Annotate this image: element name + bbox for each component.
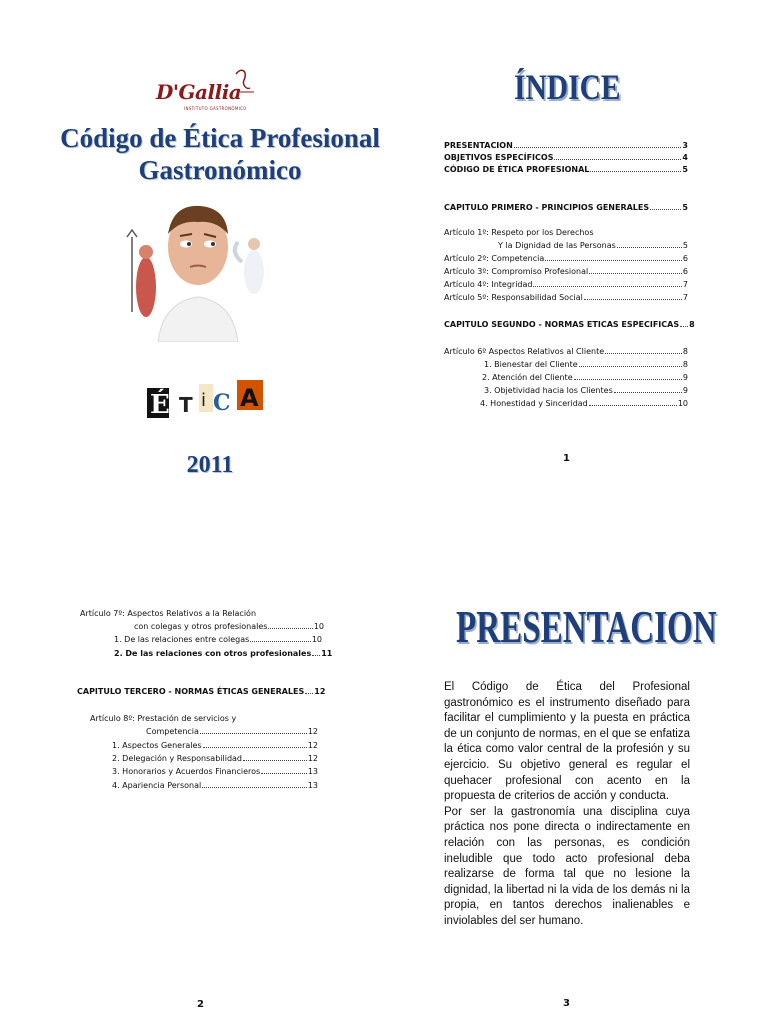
institute-logo (150, 62, 260, 122)
cover-title-line1: Código de Ética Profesional (60, 123, 380, 153)
page-number: 3 (563, 998, 570, 1009)
presentation-body (444, 680, 690, 930)
toc-entry: 2. Delegación y Responsabilidad 12 (112, 754, 318, 763)
toc-entry: Artículo 7º: Aspectos Relativos a la Relación (80, 609, 257, 618)
page-number: 1 (563, 453, 570, 464)
toc-entry: 4. Apariencia Personal 13 (112, 781, 318, 790)
toc-entry: PRESENTACION 3 (444, 141, 688, 150)
toc-entry: 1. Aspectos Generales 12 (112, 741, 318, 750)
svg-text:C: C (213, 390, 231, 416)
cover-title (40, 122, 400, 186)
toc-entry: con colegas y otros profesionales 10 (134, 622, 324, 631)
toc-entry: CAPITULO TERCERO - NORMAS ÉTICAS GENERALES 12 (77, 687, 326, 696)
svg-text:É: É (150, 390, 170, 420)
cover-year: 2011 (186, 452, 234, 478)
toc-entry: Y la Dignidad de las Personas 5 (498, 241, 688, 250)
page-number: 2 (197, 999, 204, 1010)
toc-entry: 3. Honorarios y Acuerdos Financieros 13 (112, 767, 318, 776)
svg-text:i: i (201, 390, 207, 411)
toc-entry: 2. Atención del Cliente 9 (482, 373, 688, 382)
toc-entry: Artículo 8º: Prestación de servicios y (90, 714, 237, 723)
logo-subtitle: INSTITUTO GASTRONÓMICO (184, 106, 247, 111)
toc-entry: Artículo 3º: Compromiso Profesional 6 (444, 267, 688, 276)
toc-entry: Artículo 4º: Integridad 7 (444, 280, 688, 289)
toc-entry: OBJETIVOS ESPECÍFICOS 4 (444, 153, 688, 162)
presentation-title: PRESENTACION (456, 601, 717, 652)
etica-graphic (143, 366, 273, 436)
toc-entry: CAPITULO SEGUNDO - NORMAS ETICAS ESPECIFICAS 8 (444, 320, 695, 329)
cover-title-line2: Gastronómico (138, 155, 302, 185)
toc-entry: CAPITULO PRIMERO - PRINCIPIOS GENERALES 5 (444, 203, 688, 212)
toc-entry: Artículo 1º: Respeto por los Derechos (444, 228, 594, 237)
toc-entry: 2. De las relaciones con otros profesionales 11 (114, 649, 333, 658)
presentation-paragraph: El Código de Ética del Profesional gastronómico es el instrumento diseñado para facilitar el cumplimiento y la puesta en práctica de un conjunto de normas, en el que se enfatiza la ética como valor central de la profesión y su ejercicio. Su objetivo general es regular el quehacer profesional con acento en la propuesta de criterios de acción y conducta. (444, 681, 690, 803)
toc-entry: Artículo 2º: Competencia 6 (444, 254, 688, 263)
toc-entry: Competencia 12 (146, 727, 318, 736)
cover-illustration (118, 192, 278, 342)
toc-entry: Artículo 5º: Responsabilidad Social 7 (444, 293, 688, 302)
svg-text:A: A (240, 384, 259, 412)
toc-entry: Artículo 6º Aspectos Relativos al Cliente 8 (444, 347, 688, 356)
toc-entry: 1. De las relaciones entre colegas 10 (114, 635, 322, 644)
toc-entry: 4. Honestidad y Sinceridad 10 (480, 399, 688, 408)
svg-text:T: T (179, 393, 193, 417)
toc-entry: 3. Objetividad hacia los Clientes 9 (484, 386, 688, 395)
index-title: ÍNDICE (514, 67, 621, 107)
presentation-paragraph: Por ser la gastronomía una disciplina cuya práctica nos pone directa o indirectamente en relación con las personas, es condición ineludible que todo acto profesional deba realizarse de forma tal que no lesione la dignidad, la libertad ni la vida de los demás ni la propia, en tantos derechos inalienables e inviolables del ser humano. (444, 805, 690, 927)
logo-brand: D'Gallia (156, 80, 242, 104)
toc-entry: 1. Bienestar del Cliente 8 (484, 360, 688, 369)
toc-entry: CÓDIGO DE ÉTICA PROFESIONAL 5 (444, 165, 688, 174)
